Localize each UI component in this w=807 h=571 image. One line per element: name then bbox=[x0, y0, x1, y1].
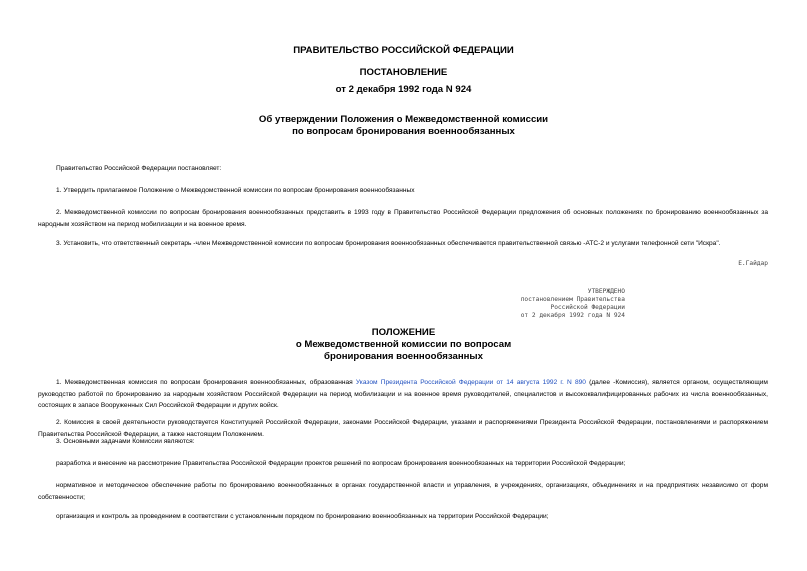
regulation-task-2: нормативное и методическое обеспечение работы по бронированию военнообязанных в органах государственной власти и управления, в учреждениях, организациях, объединениях и на предприятиях независимо от форм собственности; bbox=[38, 482, 768, 501]
regulation-title: ПОЛОЖЕНИЕ bbox=[371, 327, 436, 338]
signature: Е.Гайдар bbox=[738, 260, 768, 267]
regulation-p1-text-end: (далее -Комиссия), является органом, осуществляющим руководство работой по бронированию за народным хозяйством Российской Федерации на период мобилизации и на военное время руководителей, специалистов и высококвалифицированных рабочих из числа военнообязанных, состоящих в запасе Вооруженных Сил Российской Федерации и других войск. bbox=[38, 379, 768, 409]
decree-intro: Правительство Российской Федерации постановляет: bbox=[56, 165, 222, 172]
regulation-paragraph-2: 2. Комиссия в своей деятельности руководствуется Конституцией Российской Федерации, законами Российской Федерации, указами и распоряжениями Президента Российской Федерации, постановлениями и распоряжением Правительства Российской Федерации, а также настоящим Положением. bbox=[38, 419, 768, 438]
document-title-line1: Об утверждении Положения о Межведомственной комиссии bbox=[258, 114, 549, 125]
presidential-decree-link[interactable]: Указом Президента Российской Федерации от 14 августа 1992 г. N 890 bbox=[355, 379, 586, 386]
approval-line-2: постановлением Правительства bbox=[520, 296, 625, 303]
decree-item-1: 1. Утвердить прилагаемое Положение о Межведомственной комиссии по вопросам бронирования военнообязанных bbox=[56, 187, 415, 194]
issuing-authority: ПРАВИТЕЛЬСТВО РОССИЙСКОЙ ФЕДЕРАЦИИ bbox=[293, 45, 514, 56]
document-date-number: от 2 декабря 1992 года N 924 bbox=[335, 84, 472, 95]
approval-line-4: от 2 декабря 1992 года N 924 bbox=[520, 312, 625, 319]
regulation-p1-text-start: 1. Межведомственная комиссия по вопросам бронирования военнообязанных, образованная bbox=[56, 379, 356, 386]
decree-item-3: 3. Установить, что ответственный секретарь -член Межведомственной комиссии по вопросам бронирования военнообязанных обеспечивается правительственной связью -АТС-2 и услугами телефонной сети "Искра". bbox=[56, 240, 721, 247]
regulation-subtitle-2: бронирования военнообязанных bbox=[324, 351, 483, 362]
document-title-line2: по вопросам бронирования военнообязанных bbox=[292, 126, 515, 137]
regulation-task-1: разработка и внесение на рассмотрение Правительства Российской Федерации проектов решений по вопросам бронирования военнообязанных на территории Российской Федерации; bbox=[56, 460, 626, 467]
approval-line-3: Российской Федерации bbox=[550, 304, 625, 311]
document-type: ПОСТАНОВЛЕНИЕ bbox=[359, 67, 448, 78]
decree-item-2: 2. Межведомственной комиссии по вопросам бронирования военнообязанных представить в 1993 году в Правительство Российской Федерации предложения об основных положениях по бронированию военнообязанных за народным хозяйством на период мобилизации и на военное время. bbox=[38, 209, 768, 228]
regulation-paragraph-3: 3. Основными задачами Комиссии являются: bbox=[56, 438, 195, 445]
regulation-paragraph-1 bbox=[38, 377, 768, 412]
approval-line-1: УТВЕРЖДЕНО bbox=[587, 288, 625, 295]
regulation-subtitle-1: о Межведомственной комиссии по вопросам bbox=[295, 339, 512, 350]
regulation-task-3: организация и контроль за проведением в соответствии с установленным порядком по бронированию военнообязанных на территории Российской Федерации; bbox=[56, 513, 549, 520]
